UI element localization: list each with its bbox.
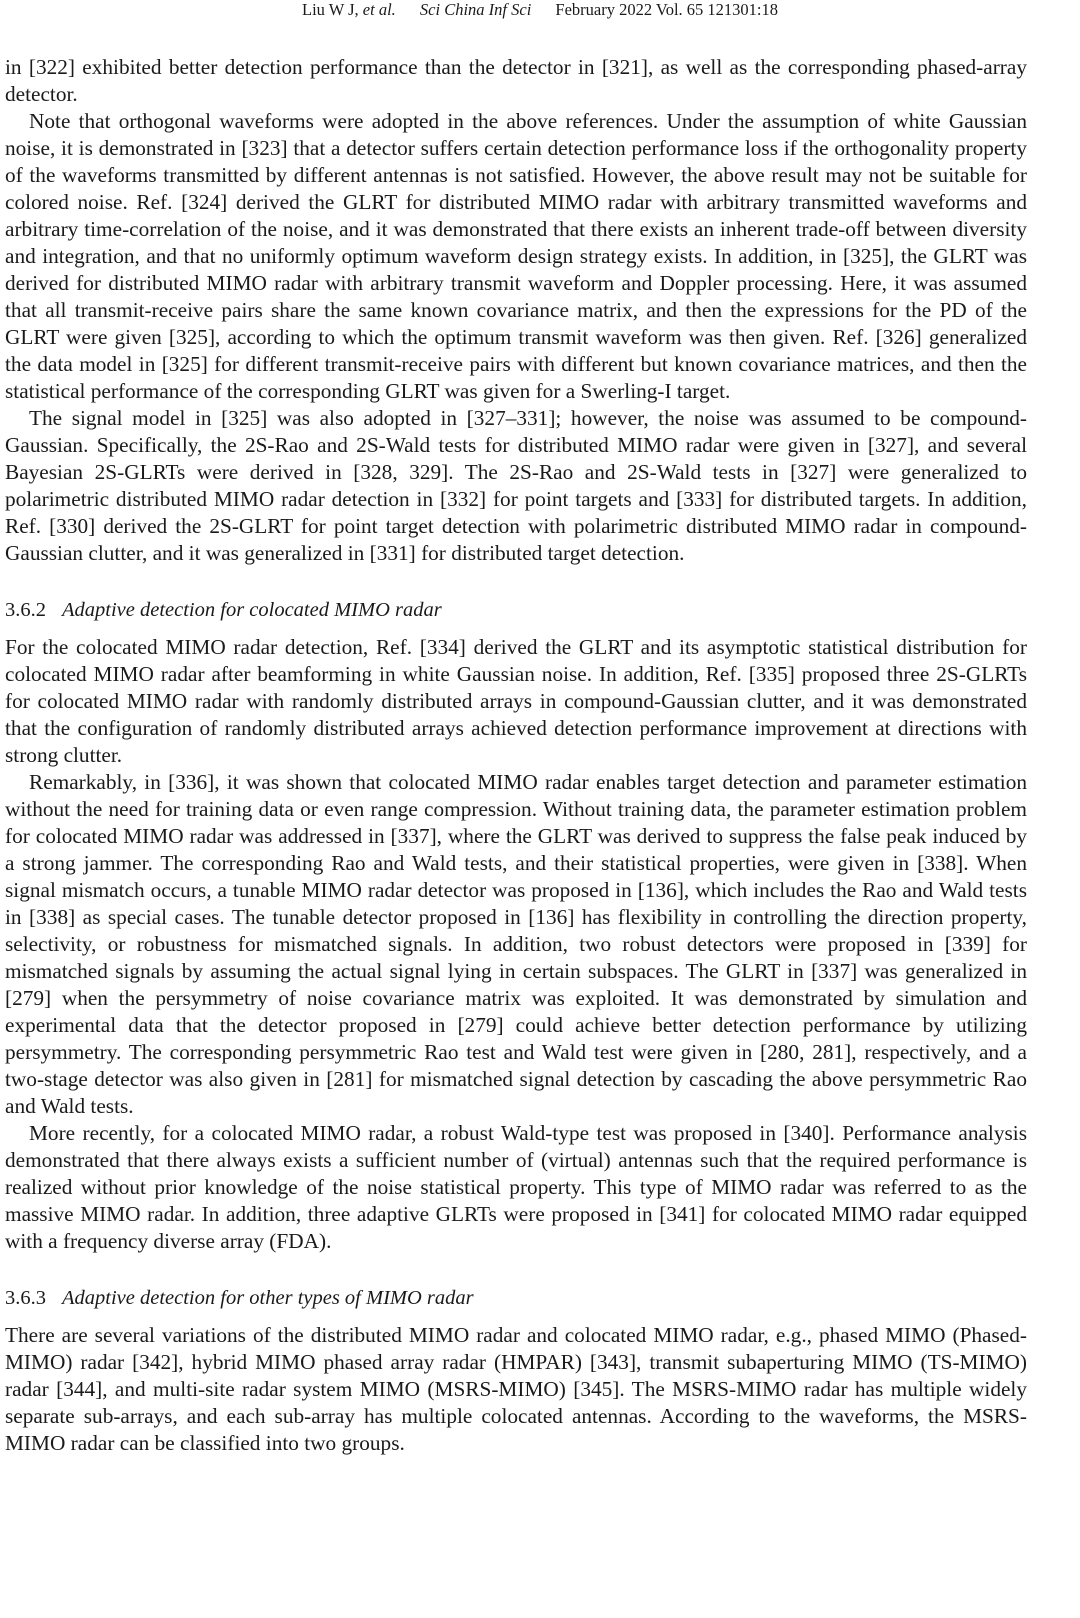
section-heading-3-6-3: 3.6.3 Adaptive detection for other types of MIMO radar [5,1287,474,1309]
section-heading-3-6-2: 3.6.2 Adaptive detection for colocated MIMO radar [5,599,442,621]
running-header [0,0,1080,20]
paragraph: Note that orthogonal waveforms were adopted in the above references. Under the assumption of white Gaussian noise, it is demonstrated in [323] that a detector suffers certain detection performance loss if the orthogonality property of the waveforms transmitted by different antennas is not satisfied. However, the above result may not be suitable for colored noise. Ref. [324] derived the GLRT for distributed MIMO radar with arbitrary transmitted waveforms and arbitrary time-correlation of the noise, and it was demonstrated that there exists an inherent trade-off between diversity and integration, and that no uniformly optimum waveform design strategy exists. In addition, in [325], the GLRT was derived for distributed MIMO radar with arbitrary transmit waveform and Doppler processing. Here, it was assumed that all transmit-receive pairs share the same known covariance matrix, and then the expressions for the PD of the GLRT were given [325], according to which the optimum transmit waveform was then given. Ref. [326] generalized the data model in [325] for different transmit-receive pairs with different but known covariance matrices, and then the statistical performance of the corresponding GLRT was given for a Swerling-I target. [5,109,1027,403]
paragraph: There are several variations of the distributed MIMO radar and colocated MIMO radar, e.g., phased MIMO (Phased-MIMO) radar [342], hybrid MIMO phased array radar (HMPAR) [343], transmit subaperturing MIMO (TS-MIMO) radar [344], and multi-site radar system MIMO (MSRS-MIMO) [345]. The MSRS-MIMO radar has multiple widely separate sub-arrays, and each sub-array has multiple colocated antennas. According to the waveforms, the MSRS-MIMO radar can be classified into two groups. [5,1323,1027,1455]
paragraph: Remarkably, in [336], it was shown that colocated MIMO radar enables target detection and parameter estimation without the need for training data or even range compression. Without training data, the parameter estimation problem for colocated MIMO radar was addressed in [337], where the GLRT was derived to suppress the false peak induced by a strong jammer. The corresponding Rao and Wald tests, and their statistical properties, were given in [338]. When signal mismatch occurs, a tunable MIMO radar detector was proposed in [136], which includes the Rao and Wald tests in [338] as special cases. The tunable detector proposed in [136] has flexibility in controlling the direction property, selectivity, or robustness for mismatched signals. In addition, two robust detectors were proposed in [339] for mismatched signals by assuming the actual signal lying in certain subspaces. The GLRT in [337] was generalized in [279] when the persymmetry of noise covariance matrix was exploited. It was demonstrated by simulation and experimental data that the detector proposed in [279] could achieve better detection performance by utilizing persymmetry. The corresponding persymmetric Rao test and Wald test were given in [280, 281], respectively, and a two-stage detector was also given in [281] for mismatched signal detection by cascading the above persymmetric Rao and Wald tests. [5,770,1027,1118]
header-journal: Sci China Inf Sci [419,0,532,19]
paragraph: The signal model in [325] was also adopted in [327–331]; however, the noise was assumed to be compound-Gaussian. Specifically, the 2S-Rao and 2S-Wald tests for distributed MIMO radar were given in [327], and several Bayesian 2S-GLRTs were derived in [328, 329]. The 2S-Rao and 2S-Wald tests in [327] were generalized to polarimetric distributed MIMO radar detection in [332] for point targets and [333] for distributed targets. In addition, Ref. [330] derived the 2S-GLRT for point target detection with polarimetric distributed MIMO radar in compound-Gaussian clutter, and it was generalized in [331] for distributed target detection. [5,406,1027,565]
header-authors: Liu W J, et al. [301,0,396,19]
header-issue: February 2022 Vol. 65 121301:18 [555,0,779,19]
page-body [5,54,1027,1457]
paragraph: More recently, for a colocated MIMO radar, a robust Wald-type test was proposed in [340]. Performance analysis demonstrated that there always exists a sufficient number of (virtual) antennas such that the required performance is realized without prior knowledge of the noise statistical property. This type of MIMO radar was referred to as the massive MIMO radar. In addition, three adaptive GLRTs were proposed in [341] for colocated MIMO radar equipped with a frequency diverse array (FDA). [5,1121,1027,1253]
paragraph: For the colocated MIMO radar detection, Ref. [334] derived the GLRT and its asymptotic statistical distribution for colocated MIMO radar after beamforming in white Gaussian noise. In addition, Ref. [335] proposed three 2S-GLRTs for colocated MIMO radar with randomly distributed arrays in compound-Gaussian clutter, and it was demonstrated that the configuration of randomly distributed arrays achieved detection performance improvement at directions with strong clutter. [5,635,1027,767]
paragraph: in [322] exhibited better detection performance than the detector in [321], as well as the corresponding phased-array detector. [5,55,1027,106]
